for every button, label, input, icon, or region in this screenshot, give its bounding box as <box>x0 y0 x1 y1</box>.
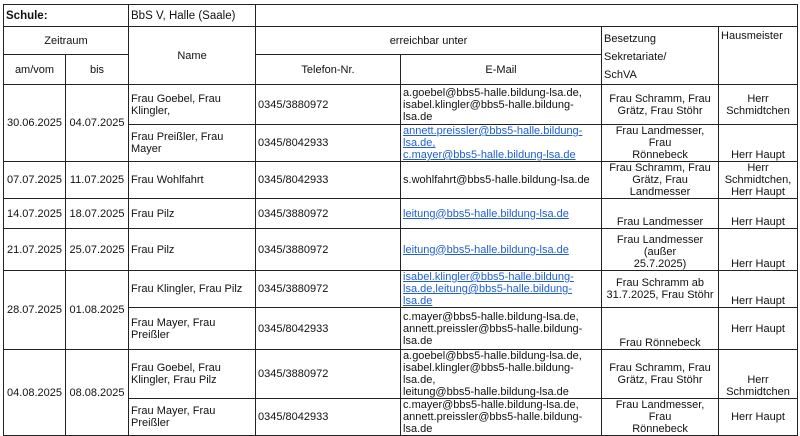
email-line: c.mayer@bbs5-halle.bildung-lsa.de, <box>403 399 579 411</box>
caretaker-line: Herr <box>747 162 769 174</box>
phone-cell: 0345/8042933 <box>256 308 401 350</box>
school-label: Schule: <box>4 5 129 27</box>
email-link[interactable]: c.mayer@bbs5-halle.bildung-lsa.de <box>403 149 576 161</box>
table-row <box>4 162 798 199</box>
caretaker-cell <box>719 199 798 229</box>
date-to-cell: 18.07.2025 <box>66 199 129 229</box>
secretariat-line: Frau Rönnebeck <box>619 337 701 349</box>
header-telefon: Telefon-Nr. <box>256 55 401 85</box>
secretariat-line: Frau Schramm ab <box>616 277 705 289</box>
email-line: s.wohlfahrt@bbs5-halle.bildung-lsa.de <box>403 174 590 186</box>
schedule-sheet <box>3 4 797 436</box>
header-email: E-Mail <box>401 55 602 85</box>
caretaker-cell <box>719 162 798 199</box>
secretariat-cell <box>602 350 719 399</box>
phone-cell: 0345/3880972 <box>256 271 401 308</box>
email-cell <box>401 162 602 199</box>
name-cell: Frau Pilz <box>129 199 256 229</box>
email-link[interactable]: annett.preissler@bbs5-halle.bildung-lsa.de, <box>403 125 583 149</box>
secretariat-line: Frau Landmesser, Frau <box>615 399 705 423</box>
name-cell: Frau Preißler, Frau Mayer <box>129 125 256 162</box>
phone-cell: 0345/3880972 <box>256 85 401 125</box>
email-line: isabel.klingler@bbs5-halle.bildung-lsa.de, <box>403 362 574 386</box>
secretariat-line: Frau Schramm, Frau <box>609 92 711 105</box>
caretaker-cell <box>719 229 798 271</box>
name-cell: Frau Pilz <box>129 229 256 271</box>
caretaker-line: Herr Haupt <box>731 295 785 307</box>
date-to-cell: 11.07.2025 <box>66 162 129 199</box>
school-value: BbS V, Halle (Saale) <box>129 5 256 27</box>
header-besetzung-line-1: Besetzung Sekretariate/ <box>604 33 667 63</box>
email-link[interactable]: leitung@bbs5-halle.bildung-lsa.de <box>403 243 569 256</box>
header-bis: bis <box>66 55 129 85</box>
header-besetzung-line-2: SchVA <box>604 69 637 81</box>
caretaker-line: Schmidtchen, <box>724 174 792 186</box>
date-to-cell: 08.08.2025 <box>66 350 129 436</box>
email-line: isabel.klingler@bbs5-halle.bildung-lsa.de <box>403 98 574 123</box>
date-to-cell: 01.08.2025 <box>66 271 129 350</box>
email-line: leitung@bbs5-halle.bildung-lsa.de <box>403 386 569 398</box>
date-to-cell: 04.07.2025 <box>66 85 129 162</box>
name-cell: Frau Goebel, Frau Klingler, Frau Pilz <box>129 350 256 399</box>
date-from-cell: 28.07.2025 <box>4 271 66 350</box>
name-cell: Frau Mayer, Frau Preißler <box>129 308 256 350</box>
table-row <box>4 199 798 229</box>
table-row <box>4 271 798 308</box>
school-row <box>4 5 798 27</box>
name-cell: Frau Goebel, Frau Klingler, <box>129 85 256 125</box>
date-to-cell: 25.07.2025 <box>66 229 129 271</box>
email-line: annett.preissler@bbs5-halle.bildung-lsa.de <box>403 411 583 435</box>
caretaker-cell <box>719 350 798 399</box>
name-cell: Frau Mayer, Frau Preißler <box>129 399 256 436</box>
caretaker-line: Herr <box>747 92 769 105</box>
secretariat-line: Frau Landmesser, Frau <box>615 125 705 149</box>
school-blank-cell <box>256 5 798 27</box>
caretaker-line: Herr Haupt <box>731 149 785 161</box>
date-from-cell: 21.07.2025 <box>4 229 66 271</box>
caretaker-line: Schmidtchen <box>726 386 790 398</box>
caretaker-cell <box>719 308 798 350</box>
header-zeitraum: Zeitraum <box>4 27 129 55</box>
secretariat-line: Frau Schramm, Frau <box>609 162 711 174</box>
header-am-vom: am/vom <box>4 55 66 85</box>
table-row <box>4 350 798 399</box>
table-row <box>4 229 798 271</box>
caretaker-line: Schmidtchen <box>726 104 790 117</box>
secretariat-line: Grätz, Frau Stöhr <box>617 104 703 117</box>
email-cell[interactable] <box>401 125 602 162</box>
email-cell[interactable] <box>401 199 602 229</box>
email-line: annett.preissler@bbs5-halle.bildung-lsa.de <box>403 322 583 347</box>
phone-cell: 0345/8042933 <box>256 162 401 199</box>
secretariat-line: Rönnebeck <box>632 149 688 161</box>
caretaker-line: Herr Haupt <box>731 322 785 335</box>
email-link[interactable]: isabel.klingler@bbs5-halle.bildung- <box>403 271 574 283</box>
schedule-table <box>3 4 798 436</box>
caretaker-line: Herr Haupt <box>731 186 785 198</box>
email-cell[interactable] <box>401 271 602 308</box>
secretariat-cell <box>602 271 719 308</box>
secretariat-line: Rönnebeck <box>632 423 688 435</box>
email-link[interactable]: lsa.de,leitung@bbs5-halle.bildung-lsa.de <box>403 283 572 307</box>
secretariat-line: Frau Schramm, Frau <box>609 362 711 374</box>
header-hausmeister: Hausmeister <box>719 27 798 85</box>
phone-cell: 0345/3880972 <box>256 229 401 271</box>
email-line: a.goebel@bbs5-halle.bildung-lsa.de, <box>403 350 582 362</box>
secretariat-line: 31.7.2025, Frau Stöhr <box>606 289 714 301</box>
secretariat-cell <box>602 162 719 199</box>
secretariat-line: Grätz, Frau Landmesser <box>629 174 691 198</box>
caretaker-line: Herr Haupt <box>731 258 785 270</box>
email-cell <box>401 85 602 125</box>
secretariat-cell <box>602 125 719 162</box>
caretaker-cell <box>719 125 798 162</box>
email-cell <box>401 399 602 436</box>
caretaker-cell <box>719 85 798 125</box>
email-line: c.mayer@bbs5-halle.bildung-lsa.de, <box>403 310 579 323</box>
secretariat-cell <box>602 199 719 229</box>
secretariat-line: Frau Landmesser <box>616 216 704 228</box>
name-cell: Frau Klingler, Frau Pilz <box>129 271 256 308</box>
caretaker-cell <box>719 271 798 308</box>
caretaker-line: Herr Haupt <box>731 411 785 423</box>
header-name: Name <box>129 27 256 85</box>
email-cell <box>401 308 602 350</box>
header-erreichbar: erreichbar unter <box>256 27 602 55</box>
secretariat-cell <box>602 308 719 350</box>
email-cell[interactable] <box>401 229 602 271</box>
date-from-cell: 07.07.2025 <box>4 162 66 199</box>
date-from-cell: 30.06.2025 <box>4 85 66 162</box>
date-from-cell: 14.07.2025 <box>4 199 66 229</box>
caretaker-line: Herr Haupt <box>731 216 785 228</box>
phone-cell: 0345/8042933 <box>256 125 401 162</box>
header-besetzung <box>602 27 719 85</box>
caretaker-line: Herr <box>747 374 769 386</box>
caretaker-cell <box>719 399 798 436</box>
email-cell <box>401 350 602 399</box>
date-from-cell: 04.08.2025 <box>4 350 66 436</box>
phone-cell: 0345/3880972 <box>256 350 401 399</box>
secretariat-line: Frau Landmesser (außer <box>616 234 704 258</box>
header-row-1 <box>4 27 798 55</box>
email-line: a.goebel@bbs5-halle.bildung-lsa.de, <box>403 86 582 99</box>
email-link[interactable]: leitung@bbs5-halle.bildung-lsa.de <box>403 207 569 220</box>
name-cell: Frau Wohlfahrt <box>129 162 256 199</box>
secretariat-line: 25.7.2025) <box>633 258 687 270</box>
table-row <box>4 85 798 125</box>
phone-cell: 0345/3880972 <box>256 199 401 229</box>
secretariat-cell <box>602 399 719 436</box>
secretariat-line: Grätz, Frau Stöhr <box>617 374 703 386</box>
secretariat-cell <box>602 229 719 271</box>
secretariat-cell <box>602 85 719 125</box>
phone-cell: 0345/8042933 <box>256 399 401 436</box>
